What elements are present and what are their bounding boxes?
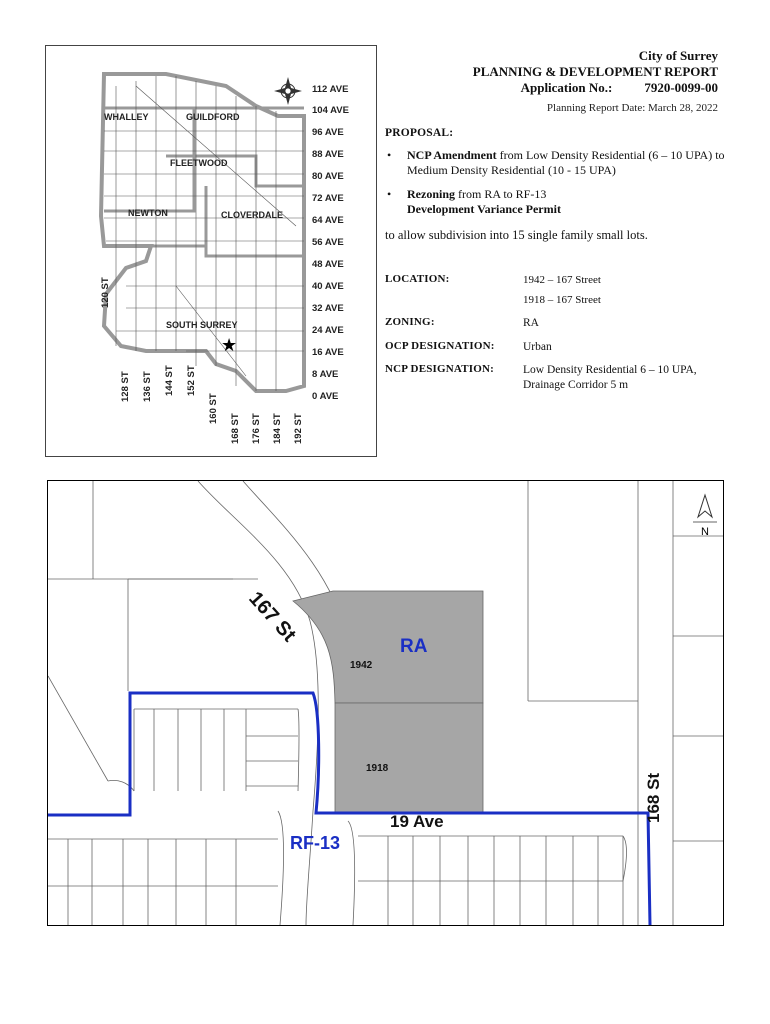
compass-icon <box>274 77 302 105</box>
ocp-value: Urban <box>523 341 552 353</box>
proposal-label: PROPOSAL: <box>385 127 454 139</box>
ave-label: 56 AVE <box>312 237 344 248</box>
ave-label: 0 AVE <box>312 391 339 402</box>
ave-label: 112 AVE <box>312 84 349 95</box>
ave-label: 80 AVE <box>312 171 344 182</box>
ave-label: 32 AVE <box>312 303 344 314</box>
north-arrow-icon <box>693 495 717 538</box>
svg-text:N: N <box>701 526 709 538</box>
location-value-1: 1942 – 167 Street <box>523 274 601 286</box>
zoning-label: ZONING: <box>385 316 435 328</box>
proposal-item-subtitle: Development Variance Permit <box>407 202 561 216</box>
ave-label: 104 AVE <box>312 105 349 116</box>
st-label: 152 ST <box>186 365 197 396</box>
st-label: 120 ST <box>100 277 111 308</box>
area-label-fleetwood: FLEETWOOD <box>170 158 228 168</box>
st-label: 168 ST <box>230 413 241 444</box>
proposal-item-text: from Low Density Residential (6 – 10 UPA) to Medium Density Residential (10 - 15 UPA) <box>407 148 725 177</box>
location-map <box>45 45 377 457</box>
ncp-value: Low Density Residential 6 – 10 UPA, Drainage Corridor 5 m <box>523 364 697 391</box>
application-line <box>473 80 718 96</box>
street-label-167: 167 St <box>244 587 301 647</box>
subject-parcel-1918 <box>335 703 483 813</box>
avenue-label-19: 19 Ave <box>390 812 444 831</box>
ncp-label: NCP DESIGNATION: <box>385 363 495 375</box>
ave-label: 64 AVE <box>312 215 344 226</box>
report-title: PLANNING & DEVELOPMENT REPORT <box>472 64 718 79</box>
application-number: 7920-0099-00 <box>644 80 718 95</box>
proposal-item-title: Rezoning <box>407 187 455 201</box>
proposal-purpose: to allow subdivision into 15 single family small lots. <box>385 228 648 242</box>
city-name: City of Surrey <box>638 48 718 63</box>
location-label: LOCATION: <box>385 273 450 285</box>
area-label-guildford: GUILDFORD <box>186 112 240 122</box>
ave-label: 8 AVE <box>312 369 339 380</box>
st-label: 128 ST <box>120 371 131 402</box>
application-label: Application No.: <box>520 80 613 95</box>
st-label: 144 ST <box>164 365 175 396</box>
report-date: Planning Report Date: March 28, 2022 <box>546 102 718 114</box>
ave-label: 88 AVE <box>312 149 344 160</box>
zoning-value: RA <box>523 317 539 329</box>
area-label-south-surrey: SOUTH SURREY <box>166 320 238 330</box>
ave-label: 16 AVE <box>312 347 344 358</box>
site-map <box>47 480 724 926</box>
lot-label-1918: 1918 <box>366 763 389 774</box>
ocp-label: OCP DESIGNATION: <box>385 340 495 352</box>
st-label: 176 ST <box>251 413 262 444</box>
street-label-168: 168 St <box>644 772 663 823</box>
proposal-item <box>385 148 725 178</box>
st-label: 184 ST <box>272 413 283 444</box>
ave-label: 48 AVE <box>312 259 344 270</box>
ave-label: 72 AVE <box>312 193 344 204</box>
proposal-item-text: from RA to RF-13 <box>455 187 547 201</box>
bullet-icon: • <box>387 187 392 201</box>
zone-label-rf13: RF-13 <box>290 833 341 853</box>
location-value-2: 1918 – 167 Street <box>523 294 601 306</box>
proposal-section <box>385 127 725 243</box>
ave-label: 96 AVE <box>312 127 344 138</box>
bullet-icon: • <box>387 148 392 162</box>
area-label-newton: NEWTON <box>128 208 168 218</box>
site-marker-icon: ★ <box>221 335 238 356</box>
area-label-whalley: WHALLEY <box>104 112 149 122</box>
lot-label-1942: 1942 <box>350 660 373 671</box>
ave-label: 40 AVE <box>312 281 344 292</box>
report-header <box>473 48 718 116</box>
st-label: 192 ST <box>293 413 304 444</box>
st-label: 160 ST <box>208 393 219 424</box>
st-label: 136 ST <box>142 371 153 402</box>
subject-parcel-1942 <box>293 591 483 703</box>
proposal-item-title: NCP Amendment <box>407 148 497 162</box>
proposal-item <box>385 187 725 217</box>
zone-label-ra: RA <box>400 636 428 657</box>
ave-label: 24 AVE <box>312 325 344 336</box>
area-label-cloverdale: CLOVERDALE <box>221 210 284 220</box>
